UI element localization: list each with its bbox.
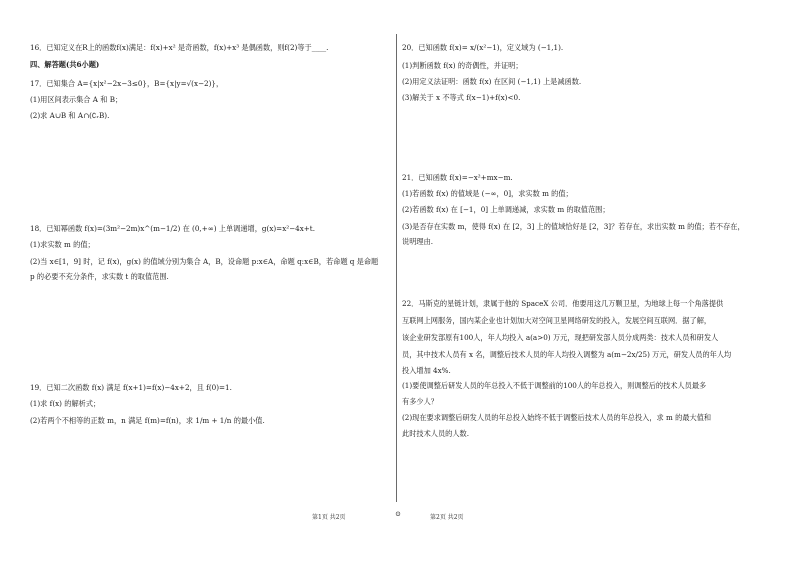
question-19-stem: 19．已知二次函数 f(x) 满足 f(x+1)=f(x)−4x+2，且 f(0)=1. — [30, 383, 232, 392]
question-19-part-1: (1)求 f(x) 的解析式； — [30, 399, 101, 408]
question-21-part-2: (2)若函数 f(x) 在 [−1，0] 上单调递减，求实数 m 的取值范围； — [402, 205, 610, 214]
question-20-stem: 20．已知函数 f(x)= x/(x²−1)，定义域为 (−1,1). — [402, 43, 564, 52]
question-18-part-2: (2)当 x∈[1，9] 时，记 f(x)，g(x) 的值域分别为集合 A，B，设命题 p:x∈A，命题 q:x∈B，若命题 q 是命题 — [30, 257, 379, 266]
binding-mark-icon: ⊙ — [395, 510, 401, 518]
section-heading: 四、解答题(共6小题) — [30, 60, 100, 69]
question-22-part-1: (1)要使调整后研发人员的年总投入不低于调整前的100人的年总投入，则调整后的技术人员最多 — [402, 381, 707, 390]
question-22-part-2-cont: 此时技术人员的人数. — [402, 429, 469, 438]
question-16: 16．已知定义在R上的函数f(x)满足：f(x)+x² 是奇函数，f(x)+x³ 是偶函数，则f(2)等于____. — [30, 43, 329, 52]
question-19-part-2: (2)若两个不相等的正数 m，n 满足 f(m)=f(n)，求 1/m + 1/n 的最小值. — [30, 416, 265, 425]
question-17-stem: 17．已知集合 A={x|x²−2x−3≤0}，B={x|y=√(x−2)}， — [30, 79, 224, 88]
question-17-part-1: (1)用区间表示集合 A 和 B； — [30, 95, 123, 104]
question-17-part-2: (2)求 A∪B 和 A∩(∁ᵣB). — [30, 111, 110, 120]
question-22-line-3: 该企业研发部原有100人，年人均投入 a(a>0) 万元，现把研发部人员分成两类：技术人员和研发人 — [402, 333, 719, 342]
question-20-part-2: (2)用定义法证明：函数 f(x) 在区间 (−1,1) 上是减函数. — [402, 77, 582, 86]
question-20-part-3: (3)解关于 x 不等式 f(x−1)+f(x)<0. — [402, 93, 521, 102]
question-18-part-1: (1)求实数 m 的值； — [30, 240, 95, 249]
question-21-part-1: (1)若函数 f(x) 的值域是 (−∞，0]，求实数 m 的值； — [402, 189, 573, 198]
question-18-stem: 18．已知幂函数 f(x)=(3m²−2m)x^(m−1/2) 在 (0,+∞) 上单调递增，g(x)=x²−4x+t. — [30, 224, 315, 233]
question-22-part-2: (2)现在要求调整后研发人员的年总投入始终不低于调整后技术人员的年总投入，求 m 的最大值和 — [402, 413, 712, 422]
question-22-line-1: 22．马斯克的星链计划，隶属于他的 SpaceX 公司．他要用这几万颗卫星，为地球上每一个角落提供 — [402, 299, 724, 308]
question-21-part-3-cont: 说明理由. — [402, 237, 434, 246]
question-22-line-4: 员，其中技术人员有 x 名，调整后技术人员的年人均投入调整为 a(m−2x/25) 万元，研发人员的年人均 — [402, 350, 732, 359]
question-18-part-2-cont: p 的必要不充分条件，求实数 t 的取值范围. — [30, 272, 169, 281]
question-22-part-1-cont: 有多少人？ — [402, 397, 438, 406]
footer-page-2: 第2页 共2页 — [430, 514, 464, 521]
question-22-line-5: 投入增加 4x%. — [402, 366, 451, 375]
column-divider — [396, 34, 397, 502]
question-21-stem: 21．已知函数 f(x)=−x²+mx−m. — [402, 173, 513, 182]
footer-page-1: 第1页 共2页 — [312, 514, 346, 521]
question-20-part-1: (1)判断函数 f(x) 的奇偶性，并证明； — [402, 61, 523, 70]
question-21-part-3: (3)是否存在实数 m，使得 f(x) 在 [2，3] 上的值域恰好是 [2，3]？若存在，求出实数 m 的值；若不存在， — [402, 222, 745, 231]
question-22-line-2: 互联网上网服务，国内某企业也计划加大对空间卫星网络研发的投入，发展空间互联网．据了解， — [402, 316, 712, 325]
